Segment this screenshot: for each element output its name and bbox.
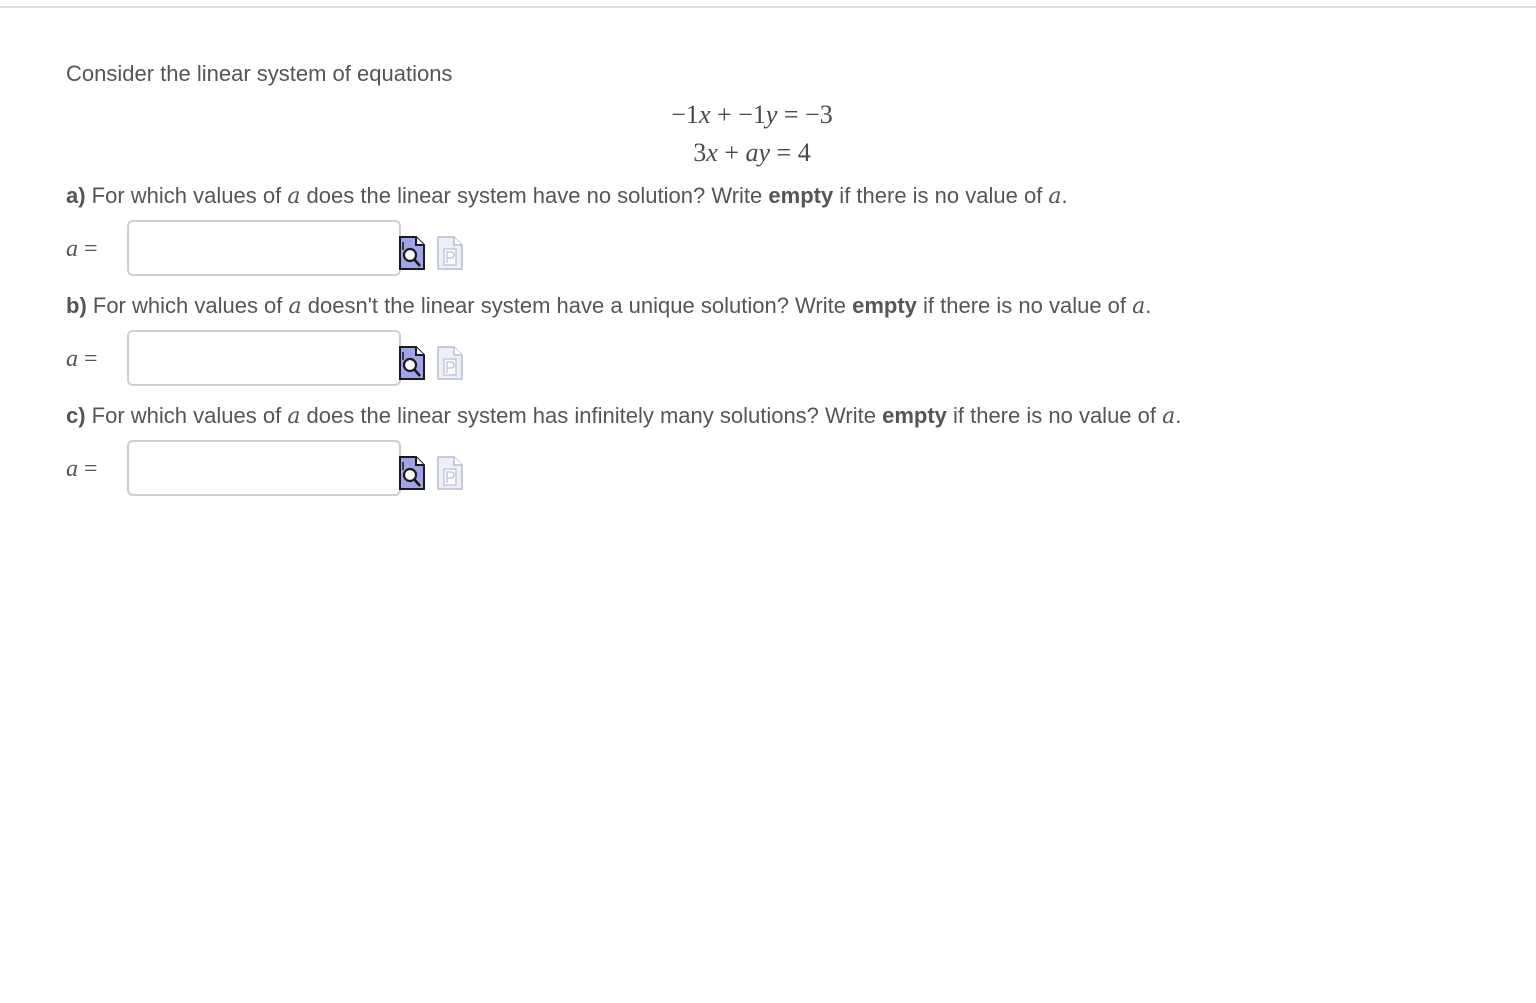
answer-a-label-eq: =: [78, 236, 98, 262]
answer-c-label-var: a: [66, 456, 78, 482]
answer-a-input[interactable]: [127, 220, 401, 276]
question-a: [66, 183, 1068, 210]
question-b-keyword: empty: [852, 293, 917, 318]
question-a-letter: a): [66, 183, 86, 208]
eq1-equals: =: [783, 100, 799, 129]
paste-answer-icon[interactable]: [437, 456, 463, 490]
question-a-text-1: For which values of: [85, 183, 288, 208]
equation-1: [66, 100, 1438, 130]
question-b-end-var: a: [1132, 294, 1146, 319]
eq1-coef-y: −1: [738, 100, 766, 129]
question-b-period: .: [1145, 293, 1152, 318]
eq2-var-x: x: [706, 138, 718, 167]
answer-c-input[interactable]: [127, 440, 401, 496]
eq1-coef-x: −1: [671, 100, 699, 129]
preview-answer-icon[interactable]: [399, 236, 425, 270]
question-c-text-3: if there is no value of: [946, 403, 1163, 428]
question-b-text-2: doesn't the linear system have a unique solution? Write: [301, 293, 853, 318]
question-a-var: a: [287, 184, 301, 209]
equation-2: [66, 138, 1438, 168]
eq1-var-x: x: [698, 100, 711, 129]
top-divider: [0, 6, 1536, 8]
eq2-rhs: 4: [797, 138, 811, 167]
answer-row-b: [66, 330, 486, 390]
question-b-letter: b): [66, 293, 87, 318]
eq2-coef-x: 3: [693, 138, 707, 167]
eq2-var-y: y: [758, 138, 771, 167]
question-b: [66, 293, 1151, 320]
question-c-period: .: [1175, 403, 1182, 428]
problem-intro: Consider the linear system of equations: [66, 61, 453, 86]
question-c-text-1: For which values of: [85, 403, 288, 428]
question-c-letter: c): [66, 403, 86, 428]
question-c-var: a: [287, 404, 301, 429]
answer-b-input[interactable]: [127, 330, 401, 386]
answer-a-label-var: a: [66, 236, 78, 262]
answer-c-label-eq: =: [78, 456, 98, 482]
answer-b-label-var: a: [66, 346, 78, 372]
answer-c-label: [66, 456, 98, 483]
question-a-text-2: does the linear system have no solution? Write: [300, 183, 769, 208]
question-c-keyword: empty: [882, 403, 947, 428]
eq1-var-y: y: [765, 100, 778, 129]
eq2-param-a: a: [745, 138, 759, 167]
question-a-keyword: empty: [768, 183, 834, 208]
paste-answer-icon[interactable]: [437, 236, 463, 270]
question-a-period: .: [1061, 183, 1068, 208]
eq2-plus: +: [724, 138, 739, 167]
answer-row-c: [66, 440, 486, 500]
eq1-rhs: −3: [805, 100, 833, 129]
eq1-plus: +: [716, 100, 732, 129]
question-c-text-2: does the linear system has infinitely many solutions? Write: [300, 403, 883, 428]
answer-b-label: [66, 346, 98, 373]
answer-b-label-eq: =: [78, 346, 98, 372]
answer-a-label: [66, 236, 98, 263]
preview-answer-icon[interactable]: [399, 456, 425, 490]
question-b-text-1: For which values of: [86, 293, 289, 318]
question-a-text-3: if there is no value of: [833, 183, 1049, 208]
preview-answer-icon[interactable]: [399, 346, 425, 380]
question-c-end-var: a: [1162, 404, 1176, 429]
paste-answer-icon[interactable]: [437, 346, 463, 380]
question-a-end-var: a: [1048, 184, 1062, 209]
question-b-text-3: if there is no value of: [916, 293, 1133, 318]
eq2-equals: =: [776, 138, 792, 167]
question-b-var: a: [288, 294, 302, 319]
answer-row-a: [66, 220, 486, 280]
question-c: [66, 403, 1181, 430]
